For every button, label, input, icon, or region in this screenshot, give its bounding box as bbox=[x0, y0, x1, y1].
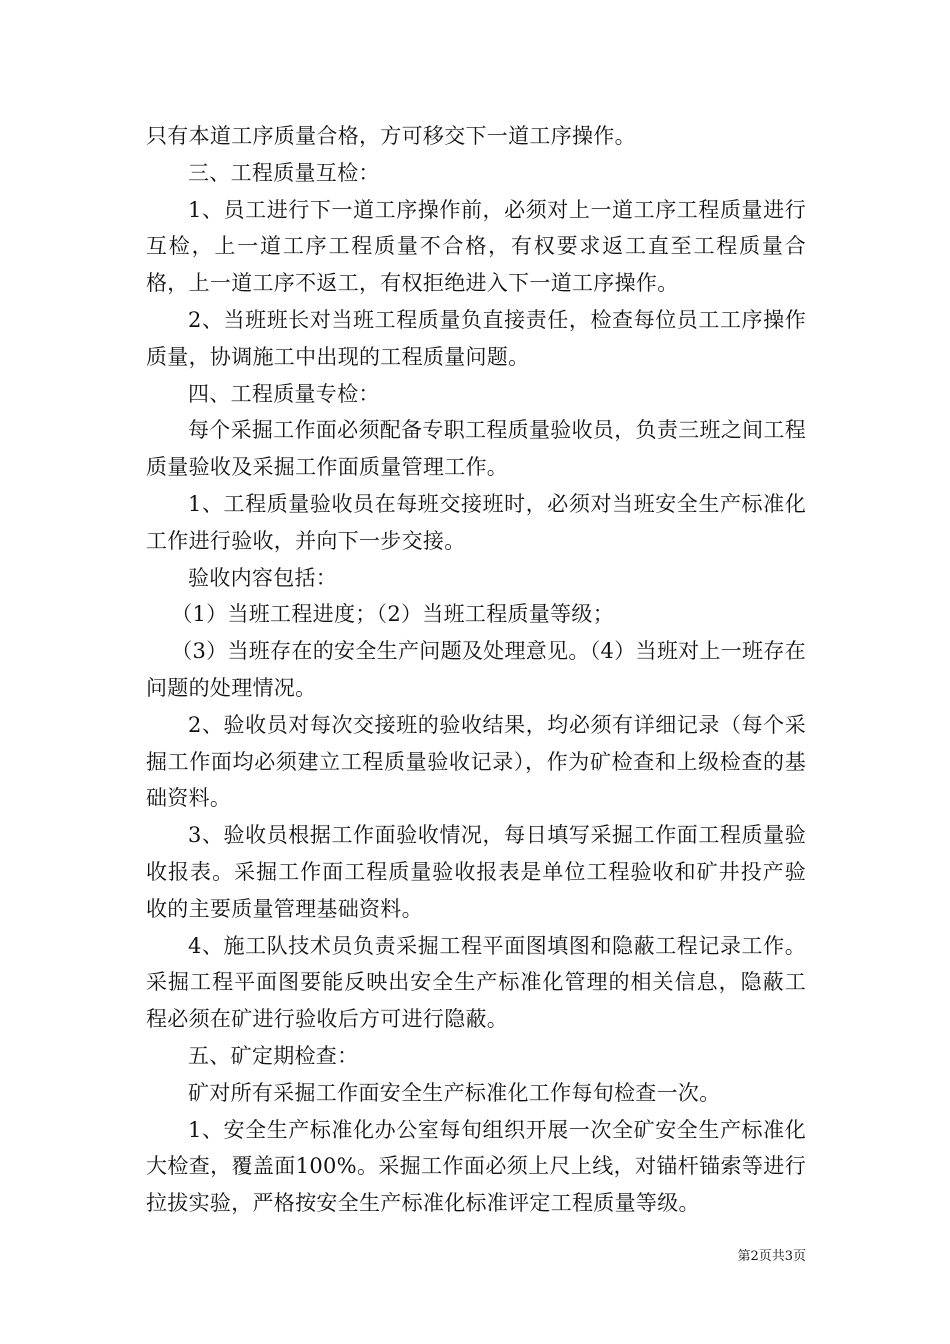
paragraph: 2、验收员对每次交接班的验收结果，均必须有详细记录（每个采掘工作面均必须建立工程质量验收记录），作为矿检查和上级检查的基础资料。 bbox=[146, 712, 806, 811]
document-body bbox=[146, 118, 806, 1222]
list-item: （1）当班工程进度；（2）当班工程质量等级； bbox=[171, 602, 615, 627]
paragraph: 3、验收员根据工作面验收情况，每日填写采掘工作面工程质量验收报表。采掘工作面工程质量验收报表是单位工程验收和矿井投产验收的主要质量管理基础资料。 bbox=[146, 823, 806, 921]
paragraph: 验收内容包括： bbox=[188, 565, 338, 590]
paragraph: 1、安全生产标准化办公室每旬组织开展一次全矿安全生产标准化大检查，覆盖面100%。采掘工作面必须上尺上线，对锚杆锚索等进行拉拔实验，严格按安全生产标准化标准评定工程质量等级。 bbox=[146, 1117, 806, 1216]
paragraph: 4、施工队技术员负责采掘工程平面图填图和隐蔽工程记录工作。采掘工程平面图要能反映出安全生产标准化管理的相关信息，隐蔽工程必须在矿进行验收后方可进行隐蔽。 bbox=[146, 933, 806, 1032]
list-item: （3）当班存在的安全生产问题及处理意见。（4）当班对上一班存在问题的处理情况。 bbox=[146, 639, 806, 700]
paragraph-continuation: 只有本道工序质量合格，方可移交下一道工序操作。 bbox=[146, 124, 636, 148]
paragraph: 每个采掘工作面必须配备专职工程质量验收员，负责三班之间工程质量验收及采掘工作面质量管理工作。 bbox=[146, 418, 806, 480]
section-heading-special-inspection: 四、工程质量专检： bbox=[188, 381, 380, 406]
paragraph: 矿对所有采掘工作面安全生产标准化工作每旬检查一次。 bbox=[188, 1080, 721, 1105]
paragraph: 1、工程质量验收员在每班交接班时，必须对当班安全生产标准化工作进行验收，并向下一步交接。 bbox=[146, 491, 806, 553]
section-heading-periodic-inspection: 五、矿定期检查： bbox=[188, 1043, 359, 1068]
paragraph: 2、当班班长对当班工程质量负直接责任，检查每位员工工序操作质量，协调施工中出现的工程质量问题。 bbox=[146, 307, 806, 369]
paragraph: 1、员工进行下一道工序操作前，必须对上一道工序工程质量进行互检，上一道工序工程质量不合格，有权要求返工直至工程质量合格，上一道工序不返工，有权拒绝进入下一道工序操作。 bbox=[146, 197, 806, 296]
page-number: 第2页共3页 bbox=[737, 1249, 806, 1264]
section-heading-mutual-inspection: 三、工程质量互检： bbox=[188, 160, 380, 185]
